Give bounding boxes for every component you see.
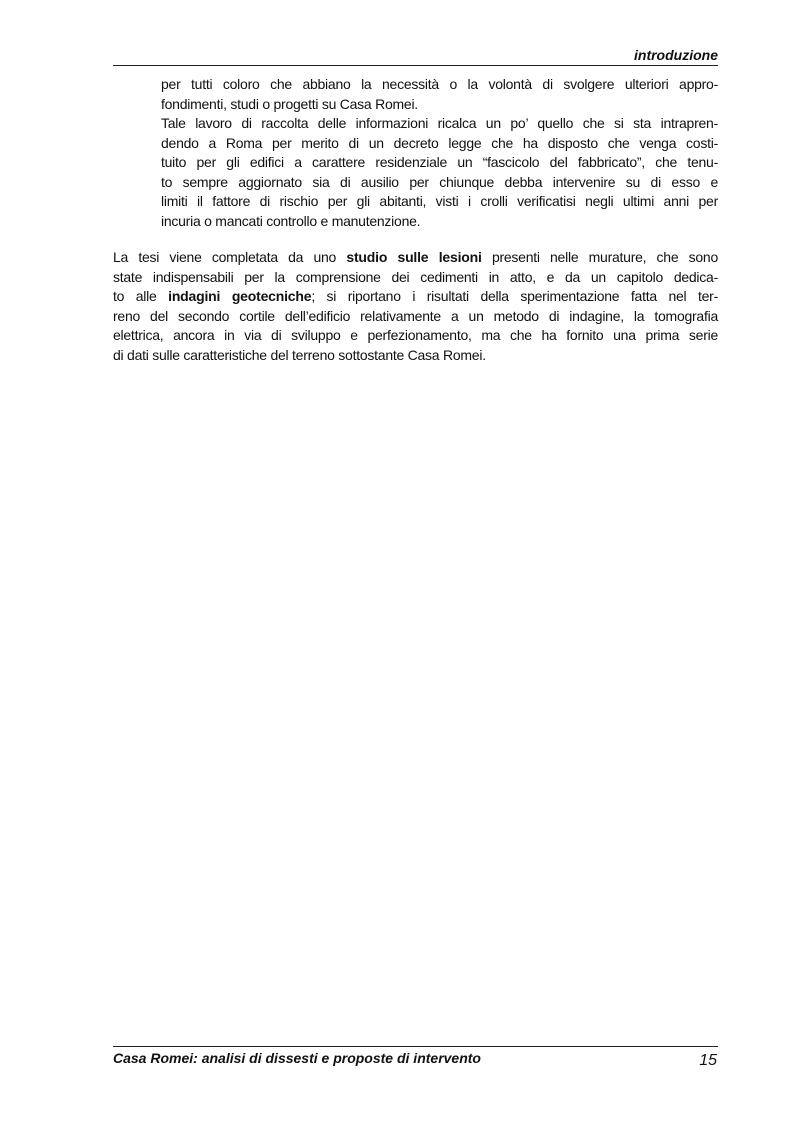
text-segment: to alle [113,288,169,304]
bold-term-indagini-geotecniche: indagini geotecniche [168,288,312,304]
text-line: di dati sulle caratteristiche del terreno sottostante Casa Romei. [113,346,486,363]
footer-rule [113,1046,718,1047]
running-header-section-title: introduzione [634,47,718,63]
text-segment: ; si riportano i risultati della sperimentazione fatta nel ter- [311,288,718,304]
text-line: reno del secondo cortile dell’edificio relativamente a un metodo di indagine, la tomografia [113,307,718,324]
text-line: to sempre aggiornato sia di ausilio per chiunque debba intervenire su di esso e [161,173,718,190]
text-line: incuria o mancati controllo e manutenzione. [161,212,421,229]
indented-paragraph [161,75,718,231]
text-segment: presenti nelle murature, che sono [481,249,719,265]
running-footer-document-title: Casa Romei: analisi di dissesti e proposte di intervento [113,1050,481,1066]
bold-term-studio-sulle-lesioni: studio sulle lesioni [346,249,482,265]
text-line [113,287,718,307]
header-rule [113,65,718,66]
text-line: limiti il fattore di rischio per gli abitanti, visti i crolli verificatisi negli ultimi anni per [161,193,718,209]
text-line: per tutti coloro che abbiano la necessità o la volontà di svolgere ulteriori appro- [161,76,718,92]
text-line: dendo a Roma per merito di un decreto legge che ha disposto che venga costi- [161,134,718,151]
text-line: state indispensabili per la comprensione dei cedimenti in atto, e da un capitolo dedica- [113,268,718,285]
text-line: tuito per gli edifici a carattere residenziale un “fascicolo del fabbricato”, che tenu- [161,154,718,170]
page-number: 15 [699,1052,717,1069]
text-line: elettrica, ancora in via di sviluppo e perfezionamento, ma che ha fornito una prima serie [113,327,718,343]
text-line: fondimenti, studi o progetti su Casa Romei. [161,95,418,112]
text-line: Tale lavoro di raccolta delle informazioni ricalca un po’ quello che si sta intrapren- [161,115,718,131]
main-paragraph [113,248,718,365]
text-line [113,248,718,268]
text-segment: La tesi viene completata da uno [113,249,347,265]
